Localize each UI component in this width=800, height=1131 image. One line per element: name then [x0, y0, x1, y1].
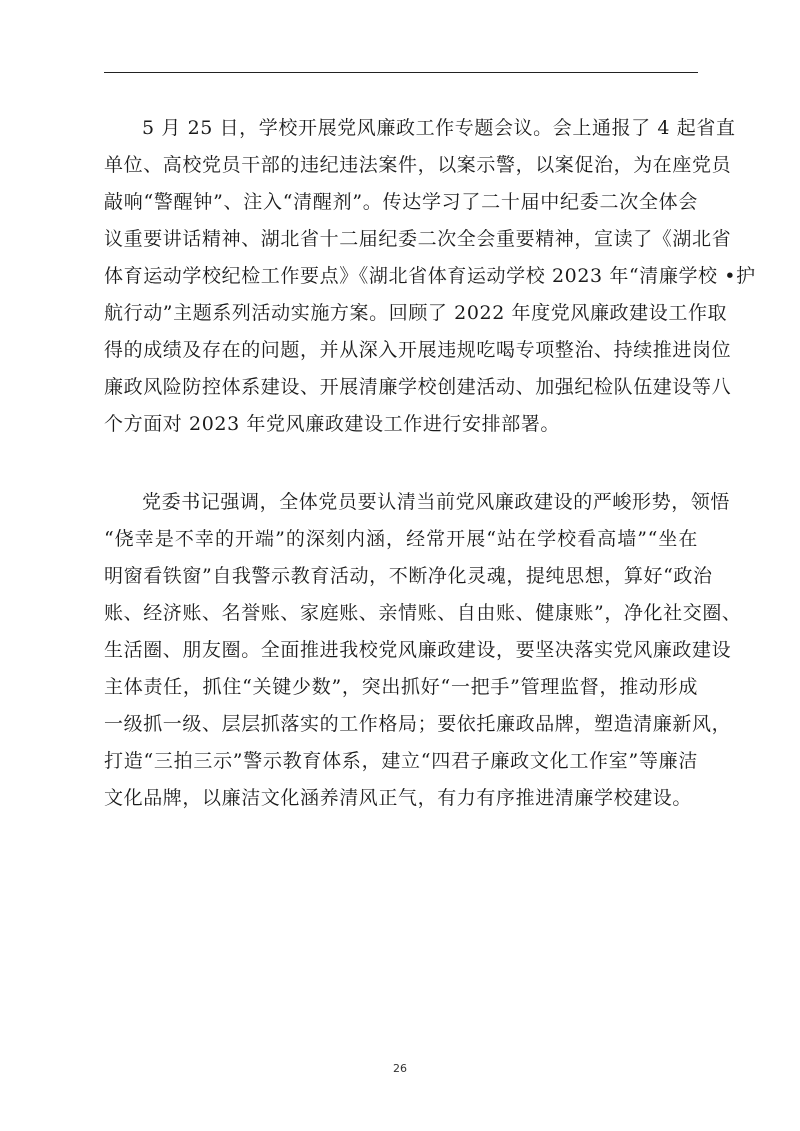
- paragraph-2-line-9: 文化品牌，以廉洁文化涵养清风正气，有力有序推进清廉学校建设。: [104, 787, 693, 809]
- paragraph-1-line-8: 廉政风险防控体系建设、开展清廉学校创建活动、加强纪检队伍建设等八: [104, 376, 732, 398]
- header-rule: [104, 72, 698, 73]
- paragraph-1-line-3: 敲响“警醒钟”、注入“清醒剂”。传达学习了二十届中纪委二次全体会: [104, 191, 698, 213]
- paragraph-2-line-5: 生活圈、朋友圈。全面推进我校党风廉政建设，要坚决落实党风廉政建设: [104, 639, 732, 661]
- paragraph-1-line-4: 议重要讲话精神、湖北省十二届纪委二次全会重要精神，宣读了《湖北省: [104, 228, 732, 250]
- paragraph-1-line-6: 航行动”主题系列活动实施方案。回顾了 2022 年度党风廉政建设工作取: [104, 302, 728, 324]
- paragraph-2-line-7: 一级抓一级、层层抓落实的工作格局；要依托廉政品牌，塑造清廉新风，: [104, 713, 732, 735]
- paragraph-1-line-7: 得的成绩及存在的问题，并从深入开展违规吃喝专项整治、持续推进岗位: [104, 339, 732, 361]
- paragraph-2-line-6: 主体责任，抓住“关键少数”，突出抓好“一把手”管理监督，推动形成: [104, 676, 698, 698]
- paragraph-2-line-3: 明窗看铁窗”自我警示教育活动，不断净化灵魂，提纯思想，算好“政治: [104, 565, 713, 587]
- paragraph-2-line-1: 党委书记强调，全体党员要认清当前党风廉政建设的严峻形势，领悟: [142, 491, 731, 513]
- paragraph-2-line-8: 打造“三拍三示”警示教育体系，建立“四君子廉政文化工作室”等廉洁: [104, 750, 698, 772]
- page-number: 26: [393, 1062, 407, 1075]
- paragraph-1-line-2: 单位、高校党员干部的违纪违法案件，以案示警，以案促治，为在座党员: [104, 154, 732, 176]
- paragraph-1-line-5: 体育运动学校纪检工作要点》《湖北省体育运动学校 2023 年“清廉学校 •护: [104, 265, 756, 287]
- paragraph-2-line-2: “侥幸是不幸的开端”的深刻内涵，经常开展“站在学校看高墙”“坐在: [104, 528, 698, 550]
- paragraph-1-line-9: 个方面对 2023 年党风廉政建设工作进行安排部署。: [104, 413, 561, 435]
- paragraph-2-line-4: 账、经济账、名誉账、家庭账、亲情账、自由账、健康账”，净化社交圈、: [104, 602, 742, 624]
- paragraph-1-line-1: 5 月 25 日，学校开展党风廉政工作专题会议。会上通报了 4 起省直: [142, 117, 736, 139]
